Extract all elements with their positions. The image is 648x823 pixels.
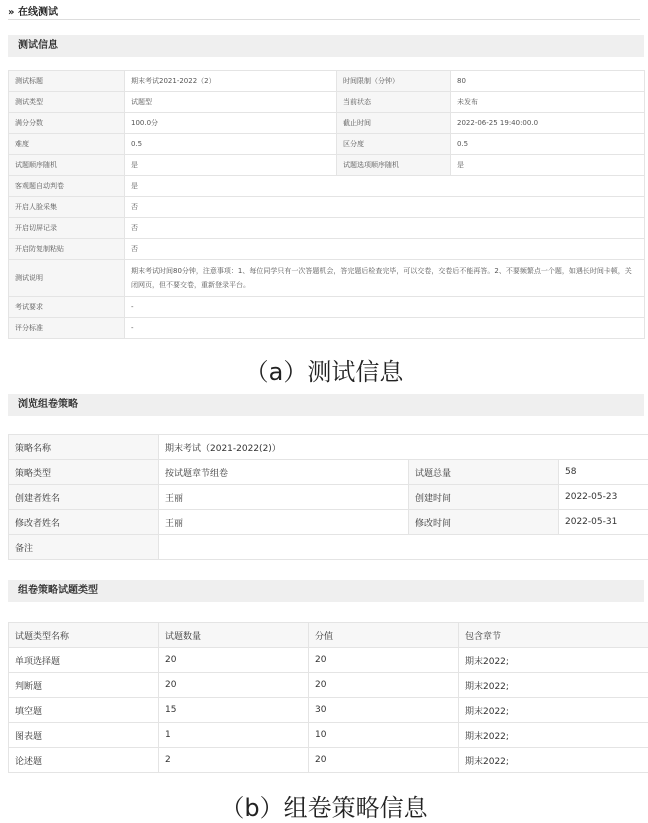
field-value: 2022-05-23 [559, 485, 648, 510]
field-value: - [125, 297, 645, 318]
column-header: 试题数量 [159, 623, 309, 648]
breadcrumb [8, 3, 58, 18]
table-cell: 1 [159, 723, 309, 748]
caption-b: （b）组卷策略信息 [0, 788, 648, 823]
table-cell: 2 [159, 748, 309, 773]
column-header: 分值 [309, 623, 459, 648]
field-label: 试题选项顺序随机 [337, 155, 451, 176]
field-label: 开启防复制粘贴 [9, 239, 125, 260]
field-value: 期末考试2021-2022（2） [125, 71, 337, 92]
strategy-table [8, 434, 648, 560]
field-value: 2022-06-25 19:40:00.0 [451, 113, 645, 134]
table-cell: 20 [309, 673, 459, 698]
field-label: 开启人脸采集 [9, 197, 125, 218]
table-row [9, 218, 645, 239]
field-value: 是 [125, 155, 337, 176]
field-value: 80 [451, 71, 645, 92]
table-row [9, 155, 645, 176]
field-label: 试题顺序随机 [9, 155, 125, 176]
field-value: - [125, 318, 645, 339]
field-value: 王丽 [159, 485, 409, 510]
field-label: 创建时间 [409, 485, 559, 510]
field-value: 否 [125, 218, 645, 239]
field-label: 截止时间 [337, 113, 451, 134]
field-value: 按试题章节组卷 [159, 460, 409, 485]
table-row [9, 535, 648, 560]
table-cell: 期末2022; [459, 748, 648, 773]
field-value: 100.0分 [125, 113, 337, 134]
table-cell: 判断题 [9, 673, 159, 698]
field-value: 2022-05-31 [559, 510, 648, 535]
field-label: 试题总量 [409, 460, 559, 485]
field-label: 满分分数 [9, 113, 125, 134]
field-label: 考试要求 [9, 297, 125, 318]
table-cell: 图表题 [9, 723, 159, 748]
table-row [9, 176, 645, 197]
table-cell: 期末2022; [459, 698, 648, 723]
table-cell: 15 [159, 698, 309, 723]
field-value: 0.5 [125, 134, 337, 155]
field-label: 修改时间 [409, 510, 559, 535]
table-cell: 20 [309, 748, 459, 773]
field-value: 试题型 [125, 92, 337, 113]
table-row [9, 92, 645, 113]
table-cell: 10 [309, 723, 459, 748]
field-value [159, 535, 648, 560]
table-cell: 30 [309, 698, 459, 723]
field-value: 未发布 [451, 92, 645, 113]
table-cell: 20 [159, 648, 309, 673]
table-row [9, 673, 648, 698]
column-header: 试题类型名称 [9, 623, 159, 648]
breadcrumb-label: 在线测试 [18, 7, 58, 18]
field-value: 期末考试（2021-2022(2)） [159, 435, 648, 460]
field-value: 王丽 [159, 510, 409, 535]
field-label: 区分度 [337, 134, 451, 155]
field-label: 策略类型 [9, 460, 159, 485]
table-cell: 填空题 [9, 698, 159, 723]
table-row [9, 485, 648, 510]
table-cell: 20 [159, 673, 309, 698]
field-label: 测试标题 [9, 71, 125, 92]
table-row [9, 134, 645, 155]
table-cell: 期末2022; [459, 673, 648, 698]
question-types-table [8, 622, 648, 773]
table-cell: 期末2022; [459, 648, 648, 673]
field-label: 当前状态 [337, 92, 451, 113]
breadcrumb-divider [8, 19, 640, 20]
field-value: 期末考试时间80分钟，注意事项：1、每位同学只有一次答题机会，答完题后检查完毕，可以交卷，交卷后不能再答。2、不要频繁点一个题，如遇长时间卡顿，关闭网页，但不要交卷，重新登录平台。 [125, 260, 645, 297]
table-row [9, 723, 648, 748]
table-row [9, 698, 648, 723]
field-value: 58 [559, 460, 648, 485]
table-row [9, 318, 645, 339]
field-value: 否 [125, 239, 645, 260]
section-header-test-info: 测试信息 [8, 35, 644, 57]
test-info-table [8, 70, 645, 339]
field-label: 难度 [9, 134, 125, 155]
field-label: 修改者姓名 [9, 510, 159, 535]
table-row [9, 460, 648, 485]
table-cell: 20 [309, 648, 459, 673]
table-row [9, 748, 648, 773]
field-label: 备注 [9, 535, 159, 560]
table-row [9, 510, 648, 535]
field-label: 评分标准 [9, 318, 125, 339]
table-row [9, 197, 645, 218]
field-value: 0.5 [451, 134, 645, 155]
double-chevron-right-icon: » [8, 7, 14, 18]
table-row [9, 260, 645, 297]
table-cell: 论述题 [9, 748, 159, 773]
column-header: 包含章节 [459, 623, 648, 648]
table-cell: 单项选择题 [9, 648, 159, 673]
field-label: 时间限制（分钟） [337, 71, 451, 92]
field-value: 是 [125, 176, 645, 197]
table-row [9, 297, 645, 318]
field-label: 测试说明 [9, 260, 125, 297]
section-header-strategy: 浏览组卷策略 [8, 394, 644, 416]
field-label: 创建者姓名 [9, 485, 159, 510]
table-row [9, 648, 648, 673]
field-value: 是 [451, 155, 645, 176]
table-row [9, 239, 645, 260]
caption-a: （a）测试信息 [0, 352, 648, 387]
field-label: 测试类型 [9, 92, 125, 113]
table-row [9, 71, 645, 92]
field-label: 策略名称 [9, 435, 159, 460]
table-row [9, 435, 648, 460]
section-header-question-types: 组卷策略试题类型 [8, 580, 644, 602]
field-label: 开启切屏记录 [9, 218, 125, 239]
table-header-row [9, 623, 648, 648]
field-value: 否 [125, 197, 645, 218]
field-label: 客观题自动判卷 [9, 176, 125, 197]
table-cell: 期末2022; [459, 723, 648, 748]
table-row [9, 113, 645, 134]
